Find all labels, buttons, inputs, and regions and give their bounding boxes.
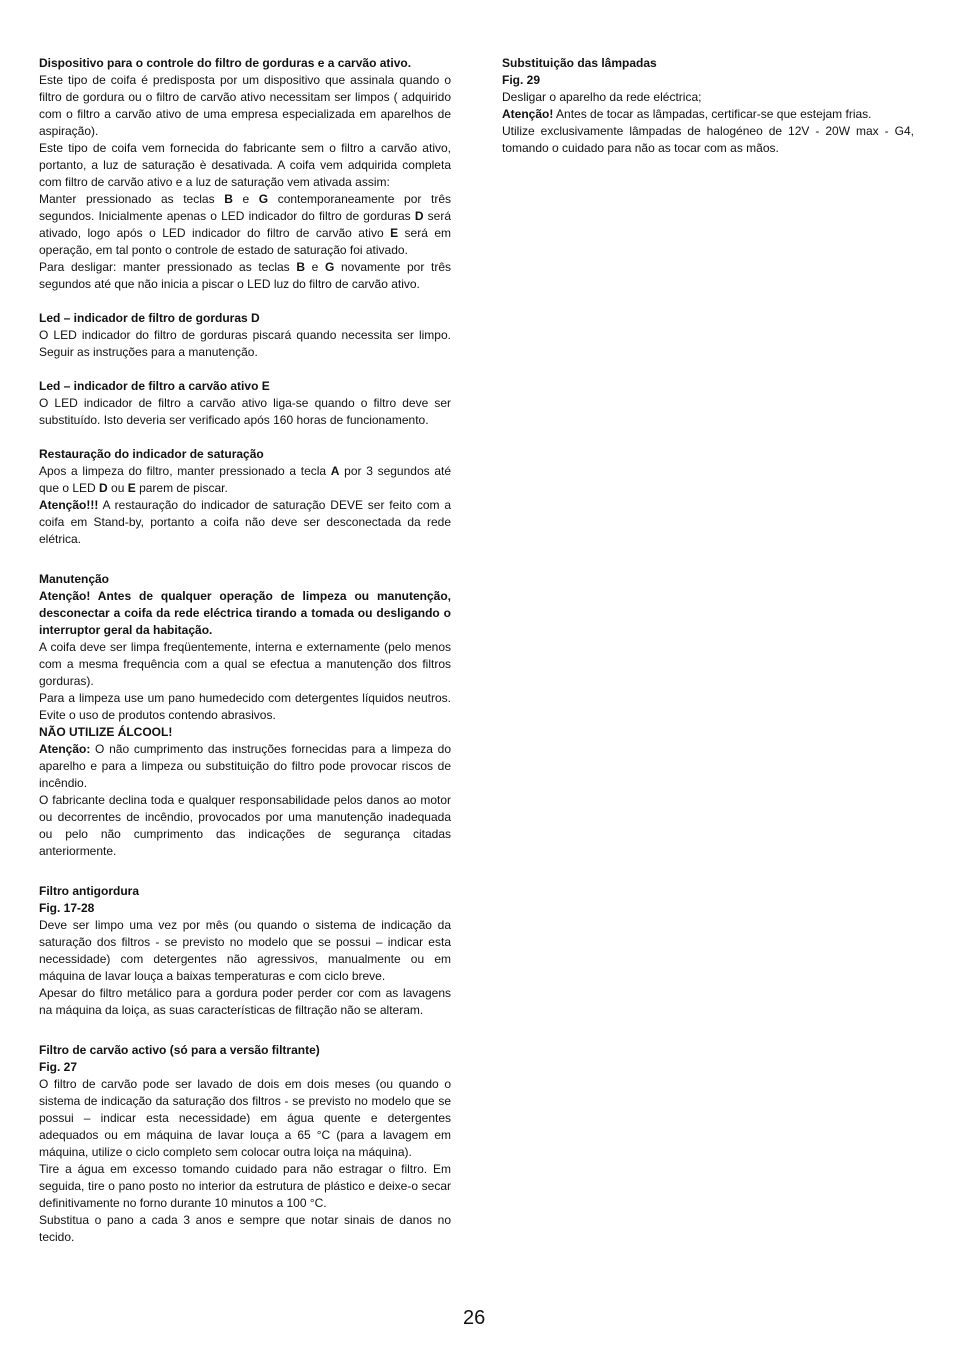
key-g: G bbox=[258, 192, 269, 206]
paragraph: O LED indicador do filtro de gorduras piscará quando necessita ser limpo. Seguir as instruções para a manutenção. bbox=[39, 328, 451, 359]
key-g: G bbox=[324, 260, 335, 274]
page-number: 26 bbox=[463, 1307, 486, 1329]
section-title-carbon-led: Led – indicador de filtro a carvão ativo E bbox=[39, 379, 270, 393]
paragraph: Atenção! Antes de tocar as lâmpadas, certificar-se que estejam frias. bbox=[502, 107, 872, 121]
figure-reference: Fig. 29 bbox=[502, 73, 541, 87]
figure-reference: Fig. 27 bbox=[39, 1060, 78, 1074]
paragraph: Atenção: O não cumprimento das instruções fornecidas para a limpeza do aparelho e para a limpeza ou substituição do filtro pode provocar riscos de incêndio. bbox=[39, 742, 451, 790]
attention-label: Atenção! bbox=[502, 107, 554, 121]
paragraph: Este tipo de coifa vem fornecida do fabricante sem o filtro a carvão ativo, portanto, a luz de saturação è desativada. A coifa vem adquirida completa com filtro de carvão ativo e a luz de saturação vem ativada assim: bbox=[39, 141, 451, 189]
paragraph: Utilize exclusivamente lâmpadas de halogéneo de 12V - 20W max - G4, tomando o cuidado para não as tocar com as mãos. bbox=[502, 124, 914, 155]
section-title-grease-led: Led – indicador de filtro de gorduras D bbox=[39, 311, 260, 325]
warning-paragraph: Atenção! Antes de qualquer operação de limpeza ou manutenção, desconectar a coifa da rede eléctrica tirando a tomada ou desligando o interruptor geral da habitação. bbox=[39, 589, 451, 637]
section-title-maintenance: Manutenção bbox=[39, 572, 110, 586]
paragraph: O filtro de carvão pode ser lavado de dois em dois meses (ou quando o sistema de indicação da saturação dos filtros - se previsto no modelo que se possui – indicar esta necessidade) em água quente e detergentes adequados ou em máquina de lavar louça a 65 °C (para a lavagem em máquina, utilize o ciclo completo sem colocar outra loiça na máquina). bbox=[39, 1077, 451, 1159]
section-title-filter-control: Dispositivo para o controle do filtro de gorduras e a carvão ativo. bbox=[39, 56, 412, 70]
paragraph: Tire a água em excesso tomando cuidado para não estragar o filtro. Em seguida, tire o pano posto no interior da estrutura de plástico e deixe-o secar definitivamente no forno durante 10 minutos a 100 °C. bbox=[39, 1162, 451, 1210]
right-column bbox=[502, 55, 914, 157]
section-title-carbon-filter: Filtro de carvão activo (só para a versão filtrante) bbox=[39, 1043, 320, 1057]
paragraph: Substitua o pano a cada 3 anos e sempre que notar sinais de danos no tecido. bbox=[39, 1213, 451, 1244]
attention-label: Atenção!!! bbox=[39, 498, 99, 512]
key-a: A bbox=[330, 464, 340, 478]
section-title-grease-filter: Filtro antigordura bbox=[39, 884, 139, 898]
paragraph: Para desligar: manter pressionado as teclas B e G novamente por três segundos até que não inicia a piscar o LED luz do filtro de carvão ativo. bbox=[39, 260, 451, 291]
key-d: D bbox=[99, 481, 108, 495]
paragraph: Apesar do filtro metálico para a gordura poder perder cor com as lavagens na máquina da loiça, as suas características de filtração não se alteram. bbox=[39, 986, 451, 1017]
paragraph: Este tipo de coifa é predisposta por um dispositivo que assinala quando o filtro de gordura ou o filtro de carvão ativo necessitam ser limpos ( adquirido com o filtro a carvão ativo de uma empresa especializada em aparelhos de aspiração). bbox=[39, 73, 451, 138]
paragraph: O LED indicador de filtro a carvão ativo liga-se quando o filtro deve ser substituído. Isto deveria ser verificado após 160 horas de funcionamento. bbox=[39, 396, 451, 427]
paragraph: Atenção!!! A restauração do indicador de saturação DEVE ser feito com a coifa em Stand-by, portanto a coifa não deve ser desconectada da rede elétrica. bbox=[39, 498, 451, 546]
attention-label: Atenção: bbox=[39, 742, 91, 756]
paragraph: A coifa deve ser limpa freqüentemente, interna e externamente (pelo menos com a mesma frequência com a qual se efectua a manutenção dos filtros gorduras). bbox=[39, 640, 451, 688]
paragraph: Para a limpeza use um pano humedecido com detergentes líquidos neutros. Evite o uso de produtos contendo abrasivos. bbox=[39, 691, 451, 722]
key-b: B bbox=[296, 260, 306, 274]
paragraph: O fabricante declina toda e qualquer responsabilidade pelos danos ao motor ou decorrentes de incêndio, provocados por uma manutenção inadequada ou pelo não cumprimento das indicações de segurança citadas anteriormente. bbox=[39, 793, 451, 858]
paragraph: Desligar o aparelho da rede eléctrica; bbox=[502, 90, 702, 104]
key-b: B bbox=[224, 192, 233, 206]
paragraph: Manter pressionado as teclas B e G contemporaneamente por três segundos. Inicialmente apenas o LED indicador do filtro de gorduras D será ativado, logo após o LED indicador do filtro de carvão ativo E será em operação, em tal ponto o controle de estado de saturação foi ativado. bbox=[39, 192, 452, 257]
figure-reference: Fig. 17-28 bbox=[39, 901, 95, 915]
no-alcohol-warning: NÃO UTILIZE ÁLCOOL! bbox=[39, 725, 173, 739]
left-column bbox=[39, 55, 451, 1246]
key-d: D bbox=[414, 209, 424, 223]
section-title-lamp-replacement: Substituição das lâmpadas bbox=[502, 56, 657, 70]
paragraph: Apos a limpeza do filtro, manter pressionado a tecla A por 3 segundos até que o LED D ou E parem de piscar. bbox=[39, 464, 451, 495]
paragraph: Deve ser limpo uma vez por mês (ou quando o sistema de indicação da saturação dos filtros - se previsto no modelo que se possui – indicar esta necessidade) com detergentes não agressivos, manualmente ou em máquina de lavar louça a baixas temperaturas e com ciclo breve. bbox=[39, 918, 451, 983]
key-e: E bbox=[127, 481, 136, 495]
section-title-reset-indicator: Restauração do indicador de saturação bbox=[39, 447, 264, 461]
key-e: E bbox=[390, 226, 399, 240]
